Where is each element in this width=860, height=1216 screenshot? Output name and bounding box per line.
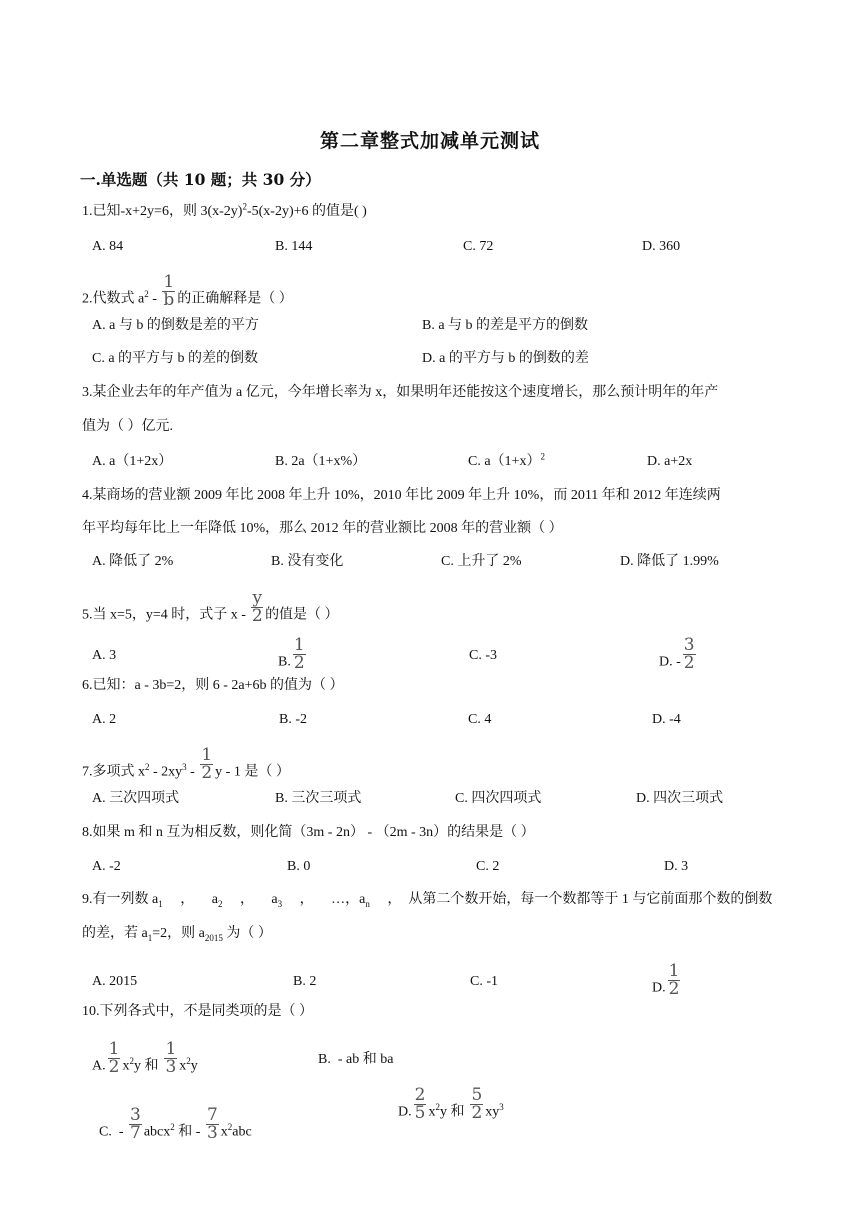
q2-option-d: D. a 的平方与 b 的倒数的差 bbox=[422, 351, 589, 366]
q2-fraction bbox=[162, 272, 175, 310]
q7-frac-den: 2 bbox=[201, 763, 213, 783]
q10-c-m2: 和 - bbox=[174, 1124, 204, 1140]
section-heading: 一.单选题（共 10 题；共 30 分） bbox=[80, 170, 321, 189]
q10-option-c bbox=[92, 1096, 252, 1149]
q10-c-m3: x bbox=[220, 1124, 228, 1140]
q5-option-d-fraction bbox=[683, 635, 696, 673]
q10-a-n1: 1 bbox=[108, 1039, 120, 1059]
q5-b-num: 1 bbox=[293, 635, 305, 655]
question-6: 6.已知：a - 3b=2，则 6 - 2a+6b 的值为（ ） bbox=[82, 678, 344, 693]
q7-exp-1: 2 bbox=[145, 762, 150, 773]
q2-text-post: 的正确解释是（ ） bbox=[177, 291, 293, 307]
q5-option-a: A. 3 bbox=[92, 648, 117, 663]
q5-b-den: 2 bbox=[293, 653, 305, 673]
question-3-line-2: 值为（ ）亿元. bbox=[82, 419, 173, 434]
q7-option-b: B. 三次三项式 bbox=[275, 791, 362, 806]
q2-option-c: C. a 的平方与 b 的差的倒数 bbox=[92, 351, 259, 366]
q7-option-a: A. 三次四项式 bbox=[92, 791, 180, 806]
q7-fraction bbox=[200, 745, 213, 783]
q9-t5: ， 从第二个数开始，每一个数都等于 1 与它前面那个数的倒数 bbox=[369, 892, 773, 907]
q10-d-d2: 2 bbox=[471, 1103, 483, 1123]
q7-minus: - bbox=[186, 764, 199, 780]
q10-a-s1: 2 bbox=[129, 1056, 134, 1067]
q9-l2a: 的差，若 a bbox=[82, 926, 148, 941]
question-9-line-1 bbox=[82, 890, 772, 910]
q9-t2: ， a bbox=[162, 892, 218, 907]
q6-option-b: B. -2 bbox=[279, 712, 307, 727]
q2-minus: - bbox=[148, 291, 161, 307]
q7-option-d: D. 四次三项式 bbox=[636, 791, 724, 806]
question-1 bbox=[82, 202, 367, 222]
q10-a-m4: y bbox=[190, 1058, 198, 1074]
q9-sub3: 3 bbox=[277, 898, 283, 909]
q1-option-b: B. 144 bbox=[275, 239, 313, 254]
q9-l2-sub2015: 2015 bbox=[204, 932, 223, 943]
q5-text-pre: 5.当 x=5，y=4 时，式子 x - bbox=[82, 607, 250, 623]
question-9-line-2 bbox=[82, 924, 272, 944]
q5-option-d-label: D. - bbox=[659, 654, 681, 670]
q9-l2b: =2，则 a bbox=[152, 926, 205, 941]
q9-l2c: 为（ ） bbox=[222, 926, 272, 941]
q9-t4: ， …，a bbox=[282, 892, 366, 907]
q7-text-post: y - 1 是（ ） bbox=[215, 764, 290, 780]
q10-a-m3: x bbox=[179, 1058, 187, 1074]
question-4-line-2: 年平均每年比上一年降低 10%，那么 2012 年的营业额比 2008 年的营业额（ ） bbox=[82, 521, 563, 536]
q4-option-b: B. 没有变化 bbox=[271, 554, 344, 569]
q2-option-a: A. a 与 b 的倒数是差的平方 bbox=[92, 318, 259, 333]
q10-a-frac-2 bbox=[164, 1039, 177, 1077]
q3-option-c-text: C. a（1+x） bbox=[468, 454, 541, 469]
q5-option-d bbox=[659, 635, 698, 679]
q9-l2-sub1: 1 bbox=[147, 932, 153, 943]
q10-c-d2: 3 bbox=[206, 1123, 218, 1143]
q7-text-m1: - 2xy bbox=[149, 764, 183, 780]
q1-exp: 2 bbox=[242, 201, 247, 212]
q5-frac-den: 2 bbox=[251, 606, 263, 626]
q9-t1: 9.有一列数 a bbox=[82, 892, 159, 907]
q10-a-label: A. bbox=[92, 1058, 106, 1074]
q1-option-c: C. 72 bbox=[463, 239, 494, 254]
q1-text-a: 1.已知-x+2y=6，则 3(x-2y) bbox=[82, 204, 243, 219]
q4-option-c: C. 上升了 2% bbox=[441, 554, 522, 569]
q9-option-d-label: D. bbox=[652, 980, 666, 996]
page-title: 第二章整式加减单元测试 bbox=[319, 130, 540, 152]
q10-a-s2: 2 bbox=[186, 1056, 191, 1067]
q5-frac-num: y bbox=[252, 588, 263, 608]
q7-text-pre: 7.多项式 x bbox=[82, 764, 145, 780]
q10-d-m2: y 和 bbox=[439, 1104, 465, 1120]
q2-frac-num: 1 bbox=[163, 272, 175, 292]
q10-d-n2: 5 bbox=[471, 1085, 483, 1105]
question-8: 8.如果 m 和 n 互为相反数，则化简（3m - 2n） - （2m - 3n）的结果是（ ） bbox=[82, 825, 535, 840]
q9-sub1: 1 bbox=[158, 898, 163, 909]
q10-d-frac-2 bbox=[470, 1085, 483, 1123]
q10-c-frac-1 bbox=[129, 1105, 142, 1143]
q10-c-s2: 2 bbox=[227, 1122, 233, 1133]
q3-option-a: A. a（1+2x） bbox=[92, 454, 173, 469]
q10-c-m4: abc bbox=[232, 1124, 252, 1140]
q9-t3: ， a bbox=[222, 892, 278, 907]
q9-option-b: B. 2 bbox=[293, 974, 317, 989]
q1-option-a: A. 84 bbox=[92, 239, 124, 254]
q10-option-d bbox=[398, 1085, 504, 1129]
q7-option-c: C. 四次四项式 bbox=[455, 791, 542, 806]
q5-text-post: 的值是（ ） bbox=[265, 607, 339, 623]
q10-c-n1: 3 bbox=[130, 1105, 141, 1125]
q10-a-m1: x bbox=[122, 1058, 130, 1074]
q10-c-s1: 2 bbox=[170, 1122, 175, 1133]
question-3-line-1: 3.某企业去年的年产值为 a 亿元，今年增长率为 x，如果明年还能按这个速度增长，那么预计明年的年产 bbox=[82, 385, 719, 400]
q5-option-c: C. -3 bbox=[469, 648, 497, 663]
q5-option-b bbox=[278, 635, 308, 679]
q3-option-b: B. 2a（1+x%） bbox=[275, 454, 367, 469]
question-2 bbox=[82, 272, 293, 316]
q6-option-d: D. -4 bbox=[652, 712, 681, 727]
q10-d-frac-1 bbox=[414, 1085, 427, 1123]
q10-d-label: D. bbox=[398, 1104, 412, 1120]
q2-exp: 2 bbox=[144, 289, 149, 300]
q5-fraction bbox=[251, 588, 263, 626]
q10-c-label: C. - bbox=[99, 1124, 127, 1140]
q10-c-frac-2 bbox=[206, 1105, 219, 1143]
q8-option-d: D. 3 bbox=[664, 859, 689, 874]
q9-d-den: 2 bbox=[668, 979, 680, 999]
q6-option-a: A. 2 bbox=[92, 712, 117, 727]
q9-d-num: 1 bbox=[668, 961, 680, 981]
question-4-line-1: 4.某商场的营业额 2009 年比 2008 年上升 10%，2010 年比 2009 年上升 10%，而 2011 年和 2012 年连续两 bbox=[82, 488, 721, 503]
q9-sub2: 2 bbox=[217, 898, 223, 909]
question-10: 10.下列各式中，不是同类项的是（ ） bbox=[82, 1004, 313, 1019]
q8-option-a: A. -2 bbox=[92, 859, 121, 874]
q2-text-pre: 2.代数式 a bbox=[82, 291, 145, 307]
q10-option-b: B. - ab 和 ba bbox=[318, 1052, 394, 1067]
q3-option-d: D. a+2x bbox=[647, 454, 693, 469]
q8-option-c: C. 2 bbox=[476, 859, 500, 874]
q4-option-d: D. 降低了 1.99% bbox=[620, 554, 719, 569]
q9-option-c: C. -1 bbox=[470, 974, 498, 989]
q10-c-d1: 7 bbox=[130, 1123, 141, 1143]
q10-c-m1: abcx bbox=[143, 1124, 171, 1140]
q2-option-b: B. a 与 b 的差是平方的倒数 bbox=[422, 318, 589, 333]
question-5 bbox=[82, 588, 339, 632]
q10-a-m2: y 和 bbox=[133, 1058, 159, 1074]
q10-d-m1: x bbox=[428, 1104, 436, 1120]
q9-option-a: A. 2015 bbox=[92, 974, 138, 989]
q9-subn: n bbox=[365, 898, 370, 909]
q1-option-d: D. 360 bbox=[642, 239, 681, 254]
q10-a-n2: 1 bbox=[165, 1039, 177, 1059]
q1-text-c: -5(x-2y)+6 的值是( ) bbox=[246, 204, 367, 219]
question-7 bbox=[82, 745, 290, 789]
q10-a-d1: 2 bbox=[108, 1057, 120, 1077]
q10-d-s2: 3 bbox=[499, 1102, 504, 1113]
q10-d-d1: 5 bbox=[414, 1103, 426, 1123]
q10-d-m3: xy bbox=[485, 1104, 500, 1120]
q2-frac-den: b bbox=[163, 290, 175, 310]
q3-option-c-exp: 2 bbox=[540, 451, 545, 462]
q8-option-b: B. 0 bbox=[287, 859, 311, 874]
q9-option-d bbox=[652, 961, 682, 1005]
q10-d-s1: 2 bbox=[435, 1102, 440, 1113]
q4-option-a: A. 降低了 2% bbox=[92, 554, 174, 569]
q7-frac-num: 1 bbox=[201, 745, 213, 765]
q5-d-den: 2 bbox=[683, 653, 695, 673]
q7-exp-2: 3 bbox=[182, 762, 187, 773]
q9-option-d-fraction bbox=[668, 961, 681, 999]
q3-option-c bbox=[468, 452, 545, 472]
q6-option-c: C. 4 bbox=[468, 712, 492, 727]
q5-option-b-label: B. bbox=[278, 654, 291, 670]
q10-d-n1: 2 bbox=[414, 1085, 426, 1105]
q10-c-n2: 7 bbox=[206, 1105, 218, 1125]
q10-a-frac-1 bbox=[108, 1039, 121, 1077]
q5-option-b-fraction bbox=[293, 635, 306, 673]
q5-d-num: 3 bbox=[683, 635, 695, 655]
q10-option-a bbox=[92, 1039, 198, 1083]
q10-a-d2: 3 bbox=[165, 1057, 177, 1077]
